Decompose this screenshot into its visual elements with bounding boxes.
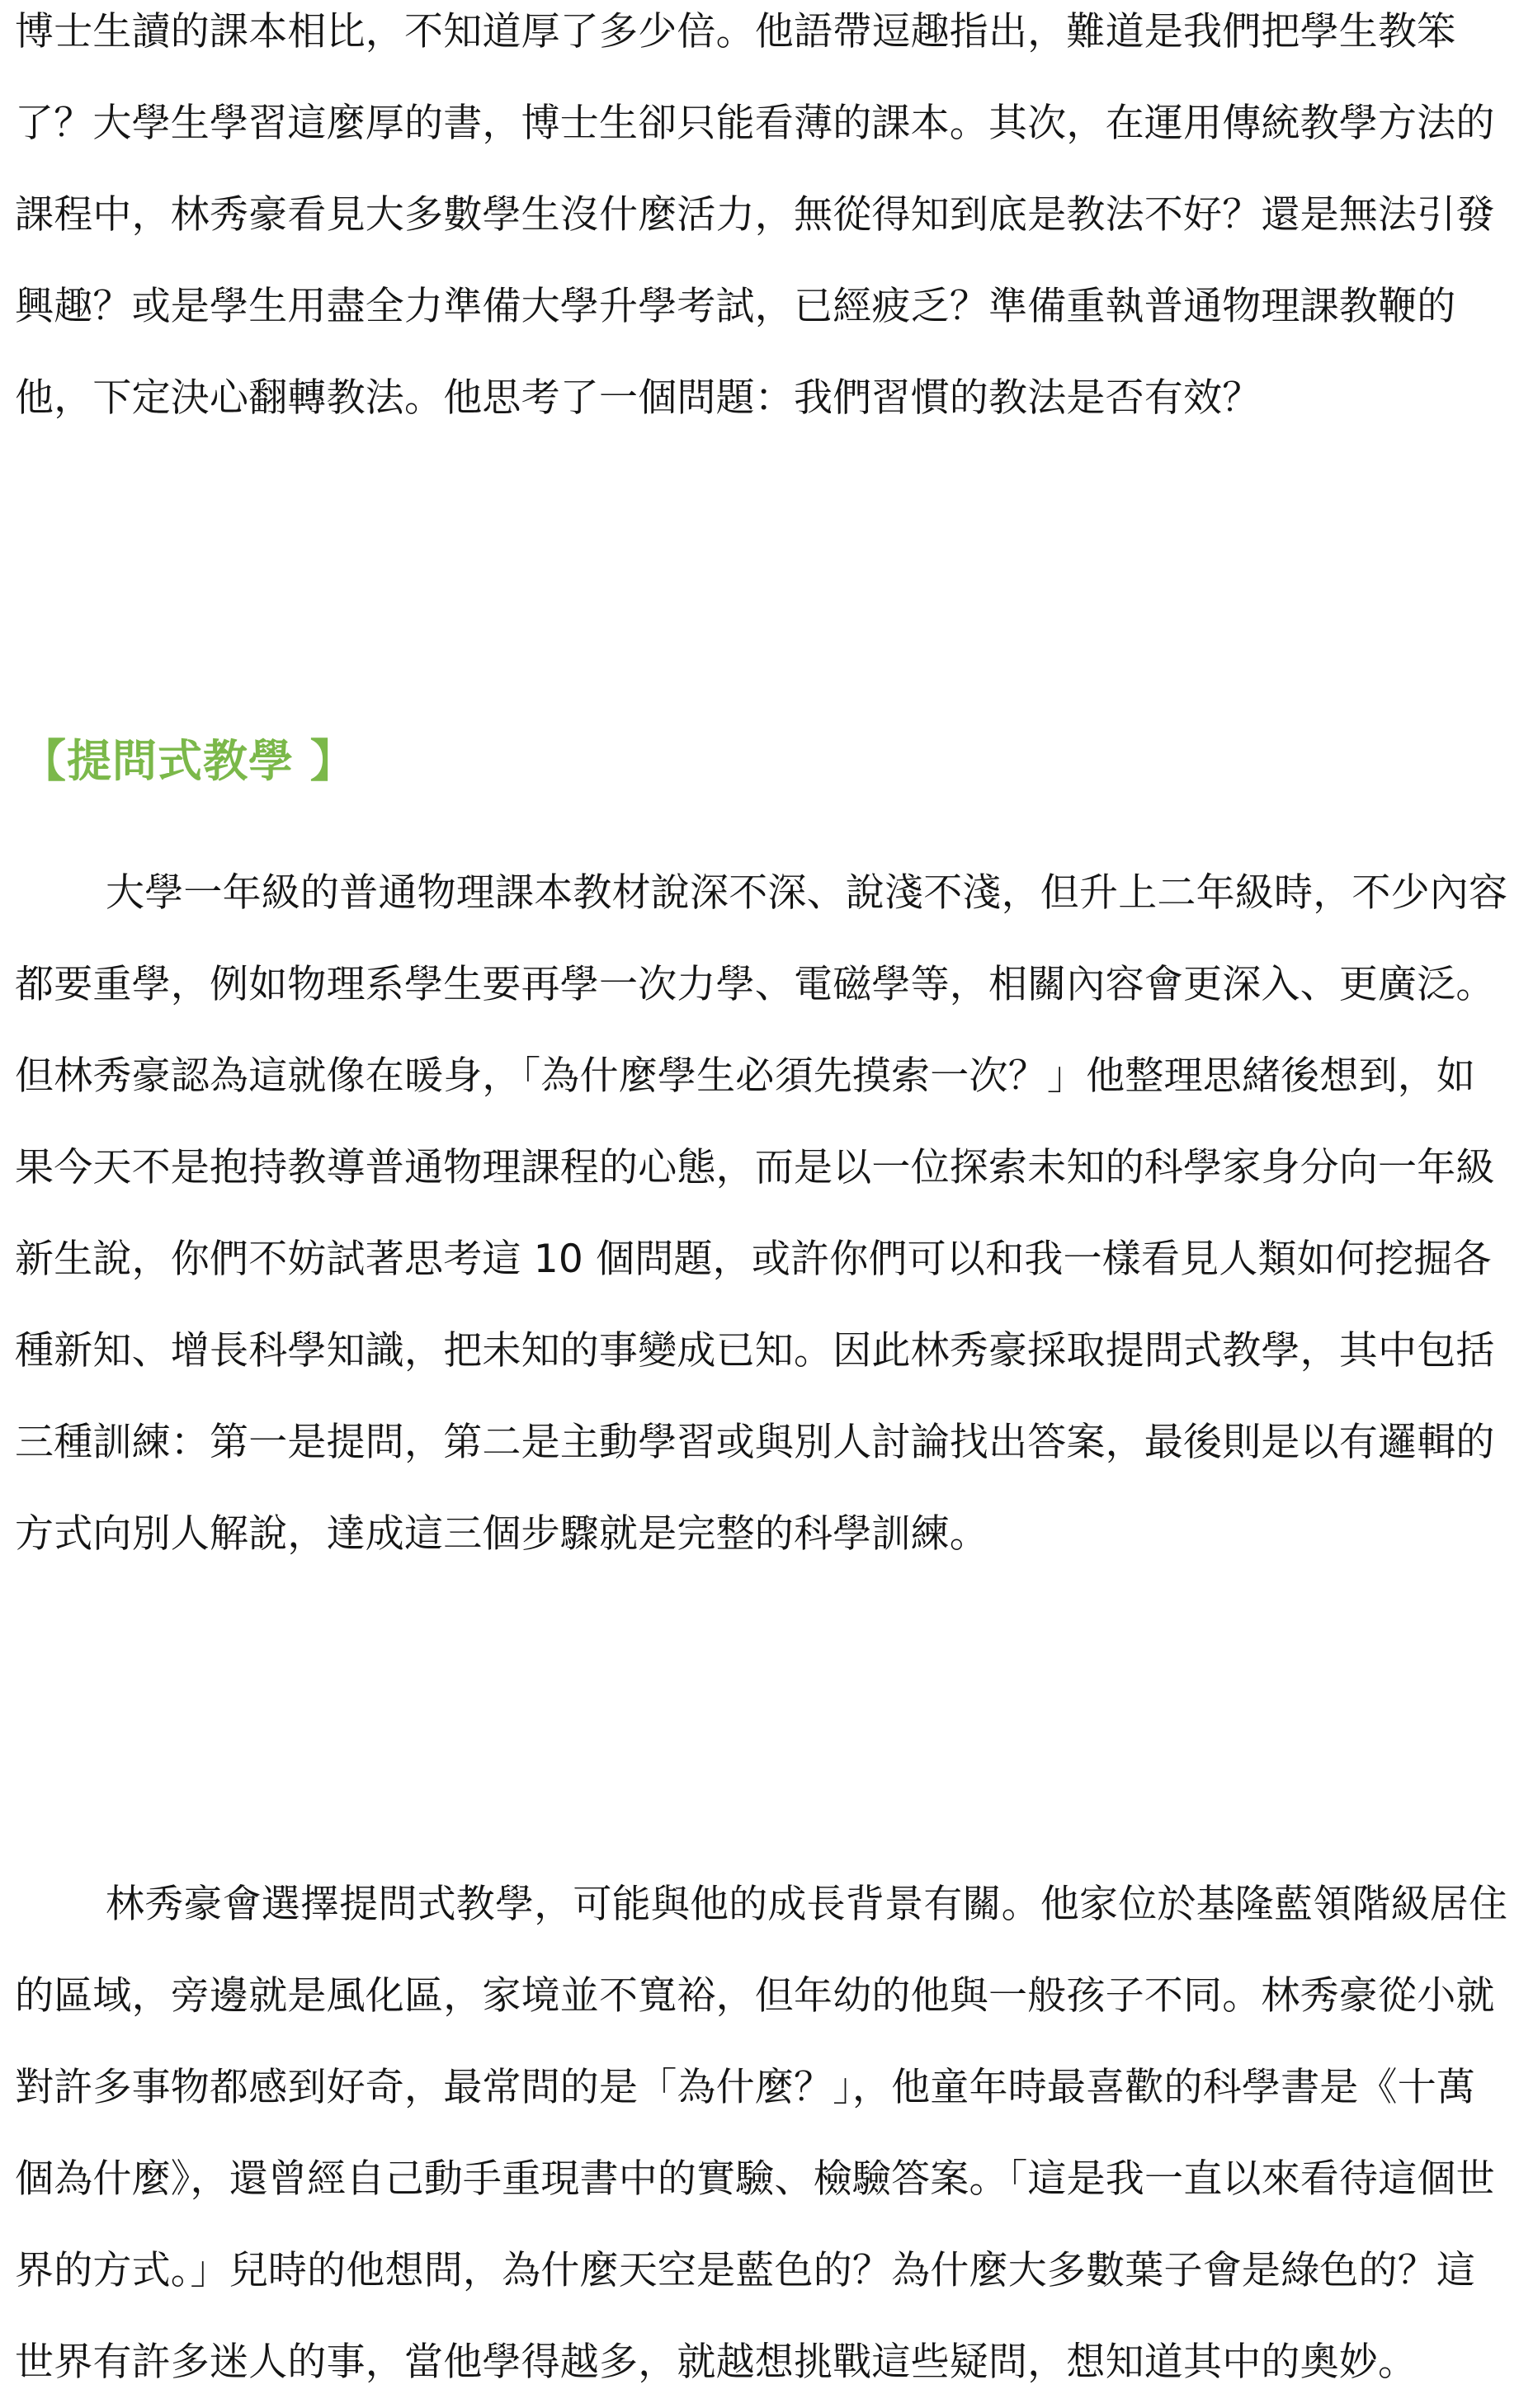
section-heading: 【提問式教學 】 [21, 735, 356, 787]
paragraph-3: 林秀豪會選擇提問式教學，可能與他的成長背景有關。他家位於基隆藍領階級居住的區域，旁邊就是風化區，家境並不寬裕，但年幼的他與一般孩子不同。林秀豪從小就對許多事物都感到好奇，最常問的是「為什麼？」，他童年時最喜歡的科學書是《十萬個為什麼》，還曾經自己動手重現書中的實驗、檢驗答案。「這是我一直以來看待這個世界的方式。」兒時的他想問，為什麼天空是藍色的？為什麼大多數葉子會是綠色的？這世界有許多迷人的事，當他學得越多，就越想挑戰這些疑問，想知道其中的奧妙。 [15, 1882, 1508, 2385]
paragraph-2: 大學一年級的普通物理課本教材說深不深、說淺不淺，但升上二年級時，不少內容都要重學，例如物理系學生要再學一次力學、電磁學等，相關內容會更深入、更廣泛。但林秀豪認為這就像在暖身，「為什麼學生必須先摸索一次？」他整理思緒後想到，如果今天不是抱持教導普通物理課程的心態，而是以一位探索未知的科學家身分向一年級新生說，你們不妨試著思考這 10 個問題，或許你們可以和我一樣看見人類如何挖掘各種新知、增長科學知識，把未知的事變成已知。因此林秀豪採取提問式教學，其中包括三種訓練：第一是提問，第二是主動學習或與別人討論找出答案，最後則是以有邏輯的方式向別人解說，達成這三個步驟就是完整的科學訓練。 [15, 870, 1508, 1557]
paragraph-1: 博士生讀的課本相比，不知道厚了多少倍。他語帶逗趣指出，難道是我們把學生教笨了？大學生學習這麼厚的書，博士生卻只能看薄的課本。其次，在運用傳統教學方法的課程中，林秀豪看見大多數學生沒什麼活力，無從得知到底是教法不好？還是無法引發興趣？或是學生用盡全力準備大學升學考試，已經疲乏？準備重執普通物理課教鞭的他，下定決心翻轉教法。他思考了一個問題：我們習慣的教法是否有效？ [15, 9, 1495, 421]
